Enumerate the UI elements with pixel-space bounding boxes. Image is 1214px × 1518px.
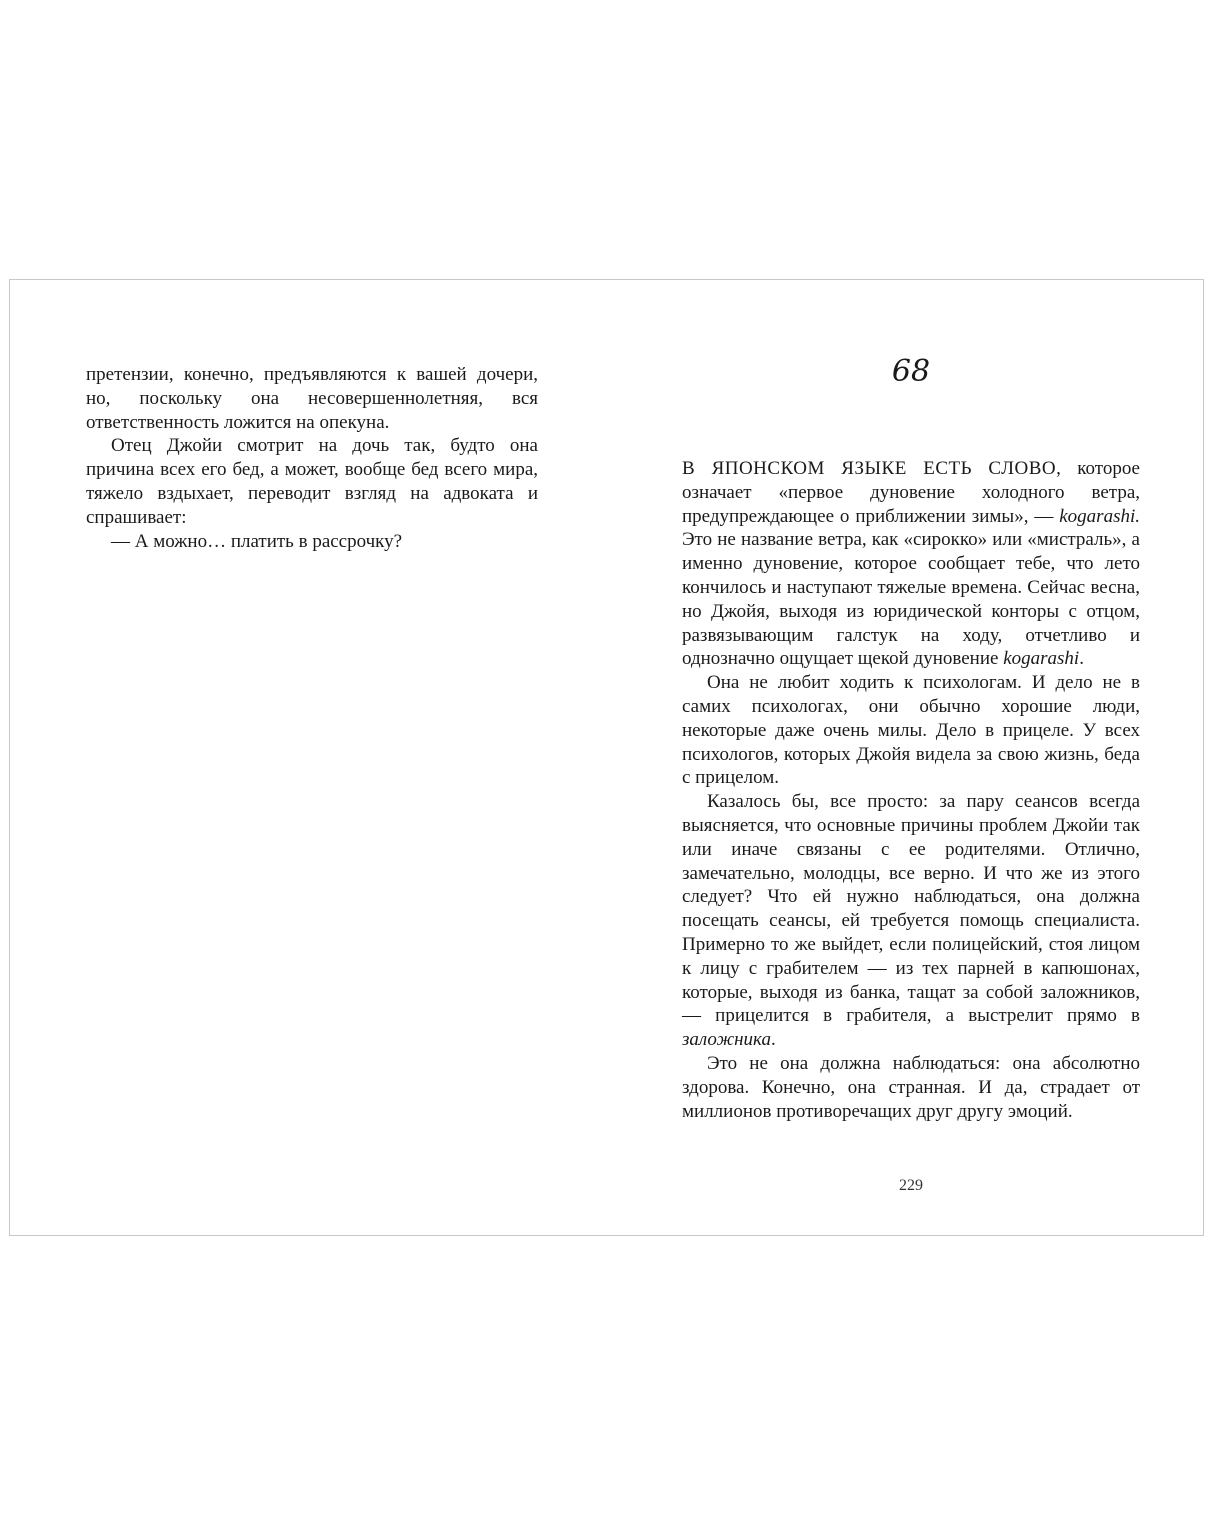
text-run: Казалось бы, все просто: за пару сеансов всегда выясняется, что основные причины проблем Джойи так или иначе связаны с ее родителями. Отлично, замечательно, молодцы, все верно. И что же из этого следует? Что ей нужно наблюдаться, она должна посещать сеансы, ей требуется помощь специалиста. Примерно то же выйдет, если полицейский, стоя лицом к лицу с грабителем — из тех парней в капюшонах, которые, выходя из банка, тащат за собой заложников, — прицелится в грабителя, а выстрелит прямо в	[682, 791, 1140, 1027]
text-run: которое означает «первое дуновение холодного ветра, предупреждающее о приближении зимы», —	[682, 458, 1140, 527]
right-page-text	[682, 457, 1140, 1123]
left-page	[86, 280, 538, 1235]
italic-word: kogarashi.	[1059, 505, 1140, 527]
text-run: .	[770, 1029, 776, 1051]
italic-word: kogarashi	[1003, 648, 1080, 670]
page-number: 229	[899, 1177, 923, 1194]
paragraph	[682, 790, 1140, 1052]
left-page-text	[86, 363, 538, 553]
paragraph	[682, 457, 1140, 671]
paragraph: претензии, конечно, предъявляются к вашей дочери, но, поскольку она несовершеннолетняя, вся ответственность ложится на опекуна.	[86, 364, 538, 433]
text-run: .	[1079, 648, 1084, 670]
chapter-lead-in: В ЯПОНСКОМ ЯЗЫКЕ ЕСТЬ СЛОВО,	[682, 458, 1062, 479]
italic-word: заложника	[682, 1029, 771, 1051]
paragraph: Она не любит ходить к психологам. И дело не в самих психологах, они обычно хорошие люди, некоторые даже очень милы. Дело в прицеле. У всех психологов, которых Джойя видела за свою жизнь, беда с прицелом.	[682, 672, 1140, 789]
text-run: Это не название ветра, как «сирокко» или «мистраль», а именно дуновение, которое сообщает тебе, что лето кончилось и наступают тяжелые времена. Сейчас весна, но Джойя, выходя из юридической конторы с отцом, развязывающим галстук на ходу, отчетливо и однозначно ощущает щекой дуновение	[682, 529, 1140, 670]
paragraph: Это не она должна наблюдаться: она абсолютно здорова. Конечно, она странная. И да, страдает от миллионов противоречащих друг другу эмоций.	[682, 1052, 1140, 1122]
chapter-number: 68	[891, 354, 931, 389]
paragraph: — А можно… платить в рассрочку?	[111, 530, 403, 552]
right-page	[682, 280, 1140, 1235]
book-spread	[9, 279, 1204, 1236]
paragraph: Отец Джойи смотрит на дочь так, будто она причина всех его бед, а может, вообще бед всего мира, тяжело вздыхает, переводит взгляд на адвоката и спрашивает:	[86, 435, 538, 528]
